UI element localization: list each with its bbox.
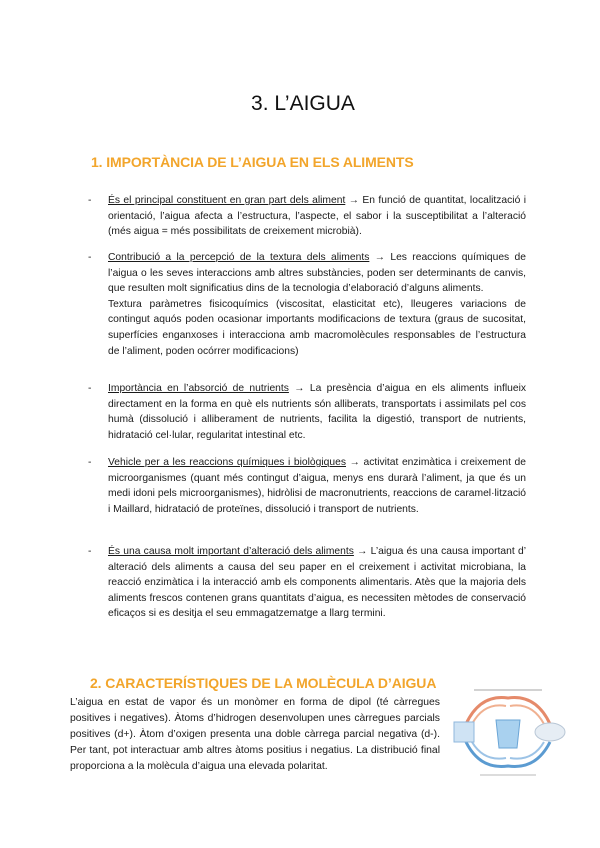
bullet-lead: És una causa molt important d’alteració dels aliments — [108, 546, 354, 557]
molecule-paragraph: L’aigua en estat de vapor és un monòmer en forma de dipol (té càrregues positives i negatives). Àtoms d’hidrogen desenvolupen unes càrregues parcials positives (d+). Àtom d’oxigen presenta una doble càrrega parcial negativa (d-). Per tant, pot interactuar amb altres àtoms positius i negatius. La distribució final proporciona a la molècula d’aigua una elevada polaritat. — [70, 697, 440, 772]
bullet-text: activitat enzimàtica i creixement de microorganismes (quant més contingut d’aigua, menys ens durarà l’aliment, ja que és un medi idoni pels microorganismes), hidròlisi de macronutrients, reaccions de caramel·lització i Maillard, hidratació de proteïnes, dissolució i transport de nutrients. — [108, 457, 527, 515]
arrow-icon: → — [346, 457, 364, 468]
list-item — [88, 250, 526, 359]
bullet-text: La presència d’aigua en els aliments influeix directament en la forma en què els nutrients són alliberats, transportats i assimilats pel cos humà (dissolució i alliberament de nutrients, facilita la digestió, transport de nutrients, hidratació cel·lular, regularitat intestinal etc. — [108, 383, 526, 441]
bullet-dash: - — [88, 457, 92, 468]
arrow-icon: → — [353, 546, 371, 557]
water-cycle-figure — [450, 684, 566, 780]
bullet-lead: Contribució a la percepció de la textura dels aliments — [108, 252, 370, 263]
bullet-text: En funció de quantitat, localització i orientació, l’aigua afecta a l’estructura, l’aspecte, el sabor i la susceptibilitat a l’alteració (més aigua = més possibilitats de creixement microbià). — [108, 195, 526, 238]
page-title: 3. L’AIGUA — [251, 92, 355, 115]
list-item — [88, 193, 526, 240]
bullet-lead: Importància en l’absorció de nutrients — [108, 383, 289, 394]
bullet-dash: - — [88, 195, 92, 206]
bullet-dash: - — [88, 252, 92, 263]
water-cycle-diagram-icon — [450, 684, 566, 780]
list-item — [88, 544, 526, 622]
arrow-icon: → — [288, 383, 310, 394]
list-item — [88, 455, 526, 517]
bullet-extra-text: Textura paràmetres fisicoquímics (viscositat, elasticitat etc), lleugeres variacions de contingut aquós poden ocasionar importants modificacions de textura (graus de sucositat, superfícies enganxoses i interacciona amb macromolècules responsables de l’estructura de l’aliment, poden ocórrer modificacions) — [108, 298, 526, 357]
bullet-dash: - — [88, 546, 92, 557]
arrow-icon: → — [345, 195, 363, 206]
section-heading-importance: 1. IMPORTÀNCIA DE L’AIGUA EN ELS ALIMENTS — [91, 154, 414, 170]
bullet-dash: - — [88, 383, 92, 394]
bullet-lead: Vehicle per a les reaccions químiques i biològiques — [108, 457, 346, 468]
list-item — [88, 381, 526, 443]
arrow-icon: → — [369, 252, 391, 263]
bullet-text: Les reaccions químiques de l’aigua o les seves interaccions amb altres substàncies, poden ser determinants de canvis, que resulten molt significatius dins de la tecnologia d’elaboració d’alguns aliments. — [108, 252, 526, 295]
bullet-lead: És el principal constituent en gran part dels aliment — [108, 195, 346, 206]
bullet-text: L’aigua és una causa important d’ alteració dels aliments a causa del seu paper en el creixement i activitat microbiana, la reacció enzimàtica i la interacció amb els components alimentaris. Atès que la majoria dels aliments frescos contenen grans quantitats d’aigua, es necessiten mètodes de conservació eficaços si es desitja el seu emmagatzematge a llarg termini. — [108, 546, 526, 620]
section-heading-molecule: 2. CARACTERÍSTIQUES DE LA MOLÈCULA D’AIGUA — [90, 675, 437, 691]
